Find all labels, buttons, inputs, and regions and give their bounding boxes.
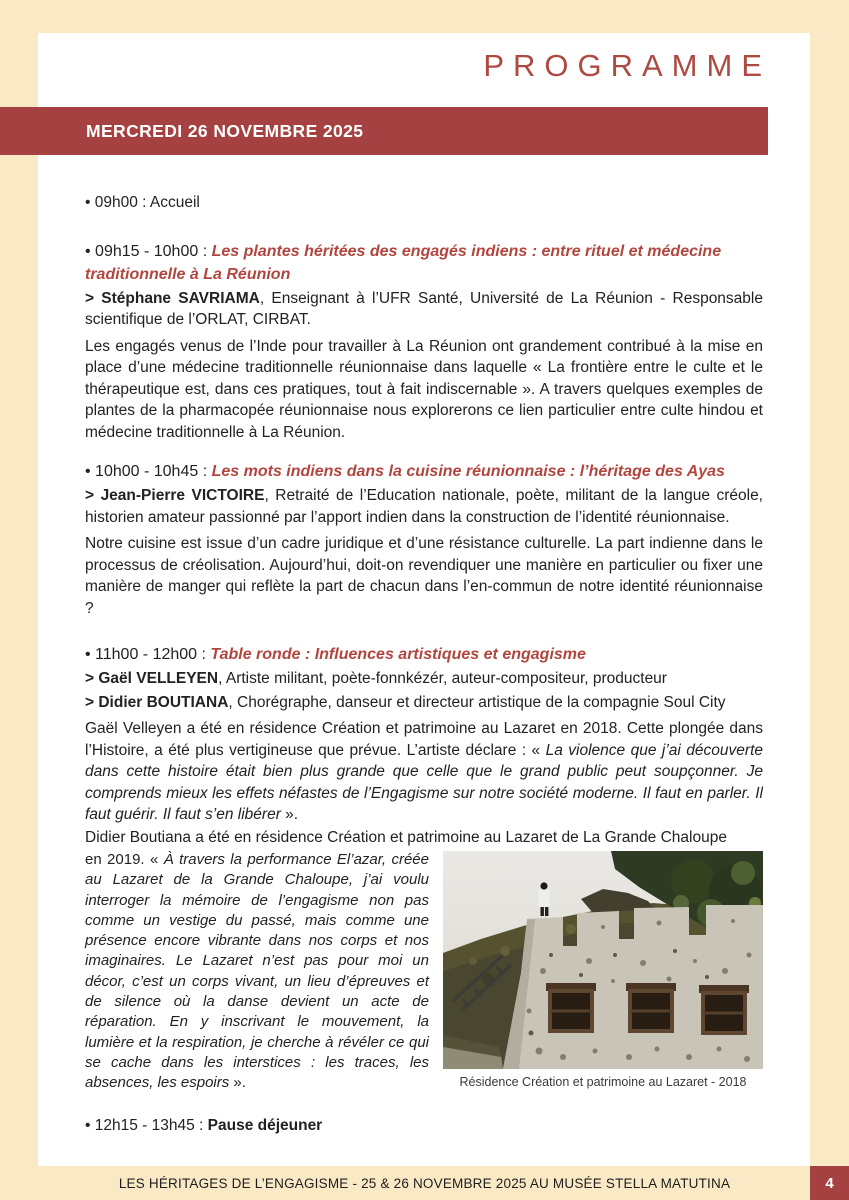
schedule-content [85,155,763,1136]
session2-title: Les mots indiens dans la cuisine réunionnaise : l’héritage des Ayas [211,463,725,480]
item-label: Accueil [149,194,200,211]
session3-speaker-2 [85,692,763,714]
time-label: • 09h15 - 10h00 : [85,242,212,260]
session1-speaker [85,288,763,331]
speaker-name: > Jean-Pierre VICTOIRE [85,487,265,504]
session2-speaker [85,485,763,528]
gael-paragraph [85,718,763,826]
didier-paragraph-line1: Didier Boutiana a été en résidence Création et patrimoine au Lazaret de La Grande Chaloupe [85,828,727,846]
session2-description: Notre cuisine est issue d’un cadre juridique et d’une résistance culturelle. La part indienne dans le processus de créolisation. Aujourd’hui, doit-on revendiquer une manière en particulier ou fixer une manière de manger qui reflète la part de chacun dans l’en-commun de notre identité réunionnaise ? [85,535,763,617]
photo-windows [546,983,749,1033]
lazaret-photo [443,851,763,1069]
time-label: • 10h00 - 10h45 : [85,463,212,480]
speaker-desc: , Retraité de l’Education nationale, poète, militant de la langue créole, historien amateur passionné par l’apport indien dans la construction de l’identité réunionnaise. [85,487,763,526]
speaker-name: > Stéphane SAVRIAMA [85,289,260,307]
footer [0,1166,849,1200]
session3-speaker-1 [85,668,763,690]
time-label: • 09h00 : [85,194,150,211]
page-number-badge: 4 [810,1166,849,1200]
schedule-item-accueil [85,192,763,214]
time-label: • 11h00 - 12h00 : [85,646,211,663]
gael-quote: La violence que j’ai découverte dans cette histoire était bien plus grande que celle que le grand public peut soupçonner. Je comprends mieux les effets néfastes de l’Engagisme sur notre société moderne. Il faut en parler. Il faut guérir. Il faut s’en libérer [85,741,763,823]
time-label: • 12h15 - 13h45 : [85,1116,208,1134]
speaker-name: > Gaël VELLEYEN [85,670,219,687]
schedule-item-pause [85,1115,763,1137]
lazaret-figure [443,851,763,1090]
didier-outro: ». [229,1074,246,1092]
didier-media-row [85,850,763,1094]
session1-heading [85,240,763,286]
item-label: Pause déjeuner [207,1116,323,1134]
footer-text: LES HÉRITAGES DE L’ENGAGISME - 25 & 26 NOVEMBRE 2025 AU MUSÉE STELLA MATUTINA [118,1175,731,1191]
session3-title: Table ronde : Influences artistiques et engagisme [210,646,586,663]
date-banner [0,107,768,155]
session3-heading [85,643,763,666]
speaker-desc: , Enseignant à l’UFR Santé, Université de La Réunion - Responsable scientifique de l’ORLAT, CIRBAT. [85,289,763,328]
gael-intro: Gaël Velleyen a été en résidence Création et patrimoine au Lazaret en 2018. Cette plongée dans l’Histoire, a été plus vertigineuse que prévue. L’artiste déclare : « [85,720,763,759]
speaker-name: > Didier BOUTIANA [85,693,229,711]
session1-description: Les engagés venus de l’Inde pour travailler à La Réunion ont grandement contribué à la mise en place d’une médecine traditionnelle réunionnaise dans laquelle « La frontière entre le culte et le thérapeutique est, dans ces pratiques, tout à fait indiscernable ». A travers quelques exemples de plantes de la pharmacopée réunionnaise nous explorerons ce lien particulier entre culte hindou et médecine traditionnelle à La Réunion. [85,337,763,441]
didier-quote: À travers la performance El’azar, créée au Lazaret de la Grande Chaloupe, j’ai voulu interroger la mémoire de l’engagisme non pas comme un vestige du passé, mais comme une présence encore vibrante dans nos corps et nos imaginaires. Le Lazaret n’est pas pour moi un décor, c’est un corps vivant, un lieu d’épreuves et de silence où la danse devient un acte de réparation. En y inscrivant le mouvement, la lumière et la respiration, je cherche à révéler ce qui se cache dans les interstices : les traces, les absences, les espoirs [85,851,429,1092]
page-title: PROGRAMME [483,48,771,83]
didier-intro: en 2019. « [85,851,164,868]
speaker-desc: , Chorégraphe, danseur et directeur artistique de la compagnie Soul City [228,693,726,711]
session2-heading [85,460,763,483]
photo-caption: Résidence Création et patrimoine au Lazaret - 2018 [459,1075,747,1089]
date-banner-label: MERCREDI 26 NOVEMBRE 2025 [86,120,364,141]
gael-outro: ». [280,806,299,823]
speaker-desc: , Artiste militant, poète-fonnkézér, auteur-compositeur, producteur [218,670,667,687]
session1-title: Les plantes héritées des engagés indiens : entre rituel et médecine traditionnelle à La Réunion [85,242,722,283]
